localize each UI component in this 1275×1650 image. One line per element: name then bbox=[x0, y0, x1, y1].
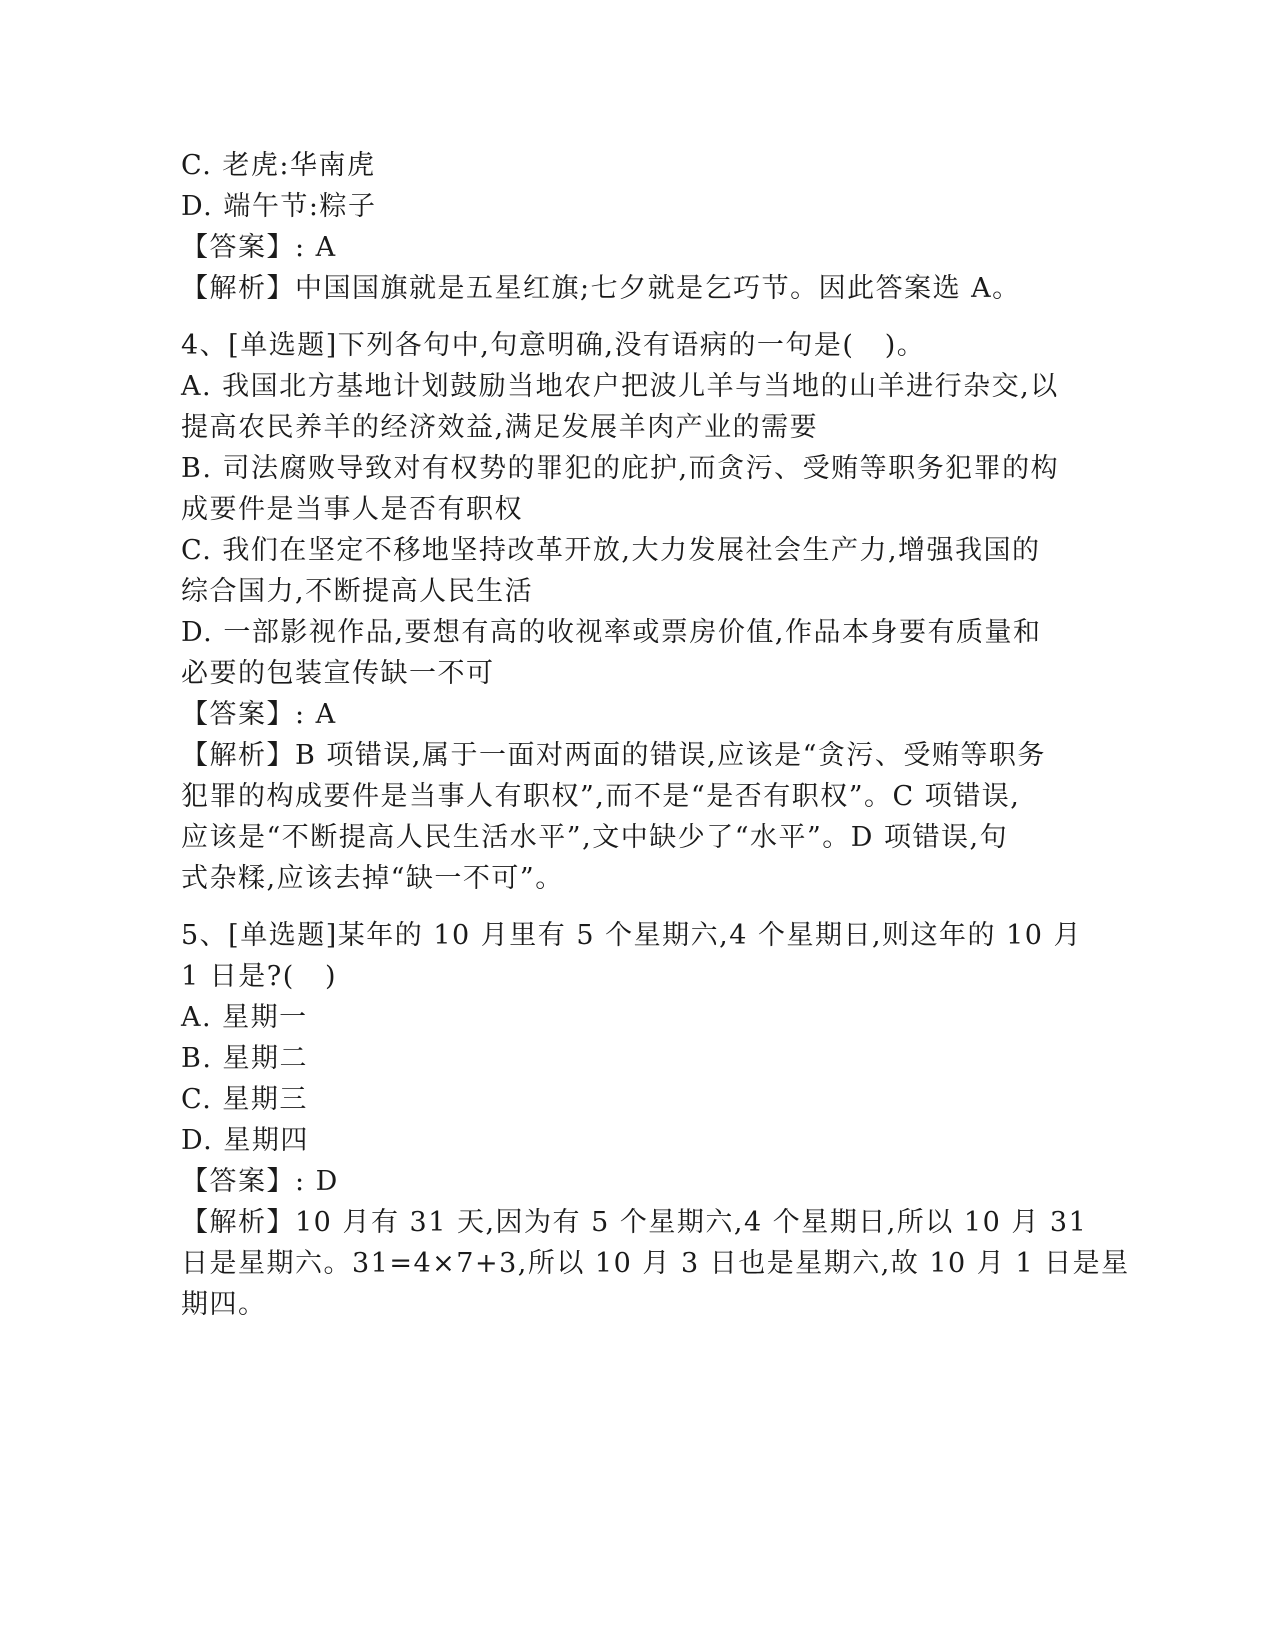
explanation-cont: 犯罪的构成要件是当事人有职权”,而不是“是否有职权”。C 项错误, bbox=[181, 781, 1021, 812]
answer: 【答案】: A bbox=[181, 699, 337, 730]
answer: 【答案】: D bbox=[181, 1166, 339, 1197]
option-a: A. 星期一 bbox=[181, 1002, 308, 1033]
question-4 bbox=[181, 325, 1081, 899]
explanation: 【解析】B 项错误,属于一面对两面的错误,应该是“贪污、受贿等职务 bbox=[181, 740, 1046, 771]
option-d-cont: 必要的包装宣传缺一不可 bbox=[181, 658, 495, 689]
option-b: B. 司法腐败导致对有权势的罪犯的庇护,而贪污、受贿等职务犯罪的构 bbox=[181, 453, 1060, 484]
option-d: D. 端午节:粽子 bbox=[181, 191, 377, 222]
option-b-cont: 成要件是当事人是否有职权 bbox=[181, 494, 523, 525]
document-page bbox=[181, 145, 1130, 1325]
explanation: 【解析】中国国旗就是五星红旗;七夕就是乞巧节。因此答案选 A。 bbox=[181, 273, 1021, 304]
question-5 bbox=[181, 915, 1130, 1325]
explanation-cont: 式杂糅,应该去掉“缺一不可”。 bbox=[181, 863, 564, 894]
explanation-cont: 应该是“不断提高人民生活水平”,文中缺少了“水平”。D 项错误,句 bbox=[181, 822, 1009, 853]
option-c: C. 我们在坚定不移地坚持改革开放,大力发展社会生产力,增强我国的 bbox=[181, 535, 1041, 566]
option-d: D. 一部影视作品,要想有高的收视率或票房价值,作品本身要有质量和 bbox=[181, 617, 1042, 648]
option-a: A. 我国北方基地计划鼓励当地农户把波儿羊与当地的山羊进行杂交,以 bbox=[181, 371, 1059, 402]
explanation-cont: 期四。 bbox=[181, 1289, 267, 1320]
answer: 【答案】: A bbox=[181, 232, 337, 263]
question-stem: 5、[单选题]某年的 10 月里有 5 个星期六,4 个星期日,则这年的 10 月 bbox=[181, 920, 1083, 951]
question-stem: 4、[单选题]下列各句中,句意明确,没有语病的一句是( )。 bbox=[181, 330, 926, 361]
option-b: B. 星期二 bbox=[181, 1043, 309, 1074]
spacer bbox=[181, 899, 1081, 915]
option-c: C. 老虎:华南虎 bbox=[181, 150, 376, 181]
option-d: D. 星期四 bbox=[181, 1125, 309, 1156]
explanation-cont: 日是星期六。31=4×7+3,所以 10 月 3 日也是星期六,故 10 月 1 日是星 bbox=[181, 1248, 1130, 1279]
question-3-tail bbox=[181, 145, 1081, 309]
question-stem-cont: 1 日是?( ) bbox=[181, 961, 338, 992]
option-c-cont: 综合国力,不断提高人民生活 bbox=[181, 576, 534, 607]
explanation: 【解析】10 月有 31 天,因为有 5 个星期六,4 个星期日,所以 10 月 31 bbox=[181, 1207, 1088, 1238]
option-c: C. 星期三 bbox=[181, 1084, 308, 1115]
spacer bbox=[181, 309, 1081, 325]
option-a-cont: 提高农民养羊的经济效益,满足发展羊肉产业的需要 bbox=[181, 412, 819, 443]
